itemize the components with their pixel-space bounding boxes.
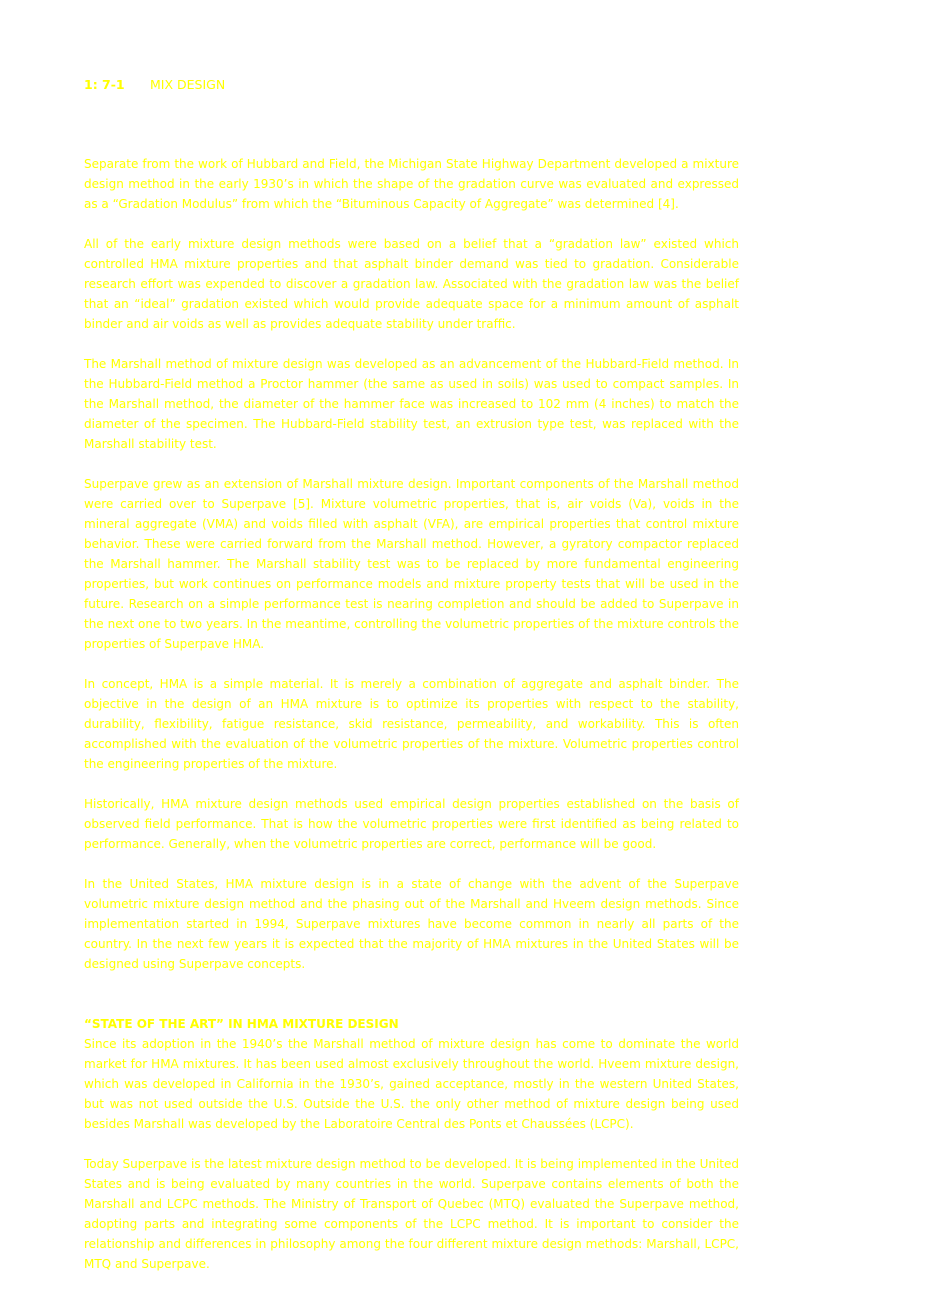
paragraph: All of the early mixture design methods were based on a belief that a “gradation law” existed which controlled HMA mixture properties and that asphalt binder demand was tied to gradation. Considerable research effort was expended to discover a gradation law. Associated with the gradation law was the belief that an “ideal” gradation existed which would provide adequate space for a minimum amount of asphalt binder and air voids as well as provides adequate stability under traffic. [84,237,739,331]
paragraph: Superpave grew as an extension of Marshall mixture design. Important components of the Marshall method were carried over to Superpave [5]. Mixture volumetric properties, that is, air voids (Va), voids in the mineral aggregate (VMA) and voids filled with asphalt (VFA), are empirical properties that control mixture behavior. These were carried forward from the Marshall method. However, a gyratory compactor replaced the Marshall hammer. The Marshall stability test was to be replaced by more fundamental engineering properties, but work continues on performance models and mixture property tests that will be used in the future. Research on a simple performance test is nearing completion and should be added to Superpave in the next one to two years. In the meantime, controlling the volumetric properties of the mixture controls the properties of Superpave HMA. [84,477,739,651]
page-header [84,76,225,94]
paragraph: The Marshall method of mixture design was developed as an advancement of the Hubbard-Field method. In the Hubbard-Field method a Proctor hammer (the same as used in soils) was used to compact samples. In the Marshall method, the diameter of the hammer face was increased to 102 mm (4 inches) to match the diameter of the specimen. The Hubbard-Field stability test, an extrusion type test, was replaced with the Marshall stability test. [84,357,739,451]
chapter-number: 1: 7-1 [84,77,125,92]
chapter-title: MIX DESIGN [149,77,226,92]
paragraph: Historically, HMA mixture design methods used empirical design properties established on the basis of observed field performance. That is how the volumetric properties were first identified as being related to performance. Generally, when the volumetric properties are correct, performance will be good. [84,797,739,851]
section-heading: “STATE OF THE ART” IN HMA MIXTURE DESIGN [84,1017,399,1031]
paragraph: In concept, HMA is a simple material. It is merely a combination of aggregate and asphalt binder. The objective in the design of an HMA mixture is to optimize its properties with respect to the stability, durability, flexibility, fatigue resistance, skid resistance, permeability, and workability. This is often accomplished with the evaluation of the volumetric properties of the mixture. Volumetric properties control the engineering properties of the mixture. [84,677,739,771]
paragraph: Separate from the work of Hubbard and Field, the Michigan State Highway Department developed a mixture design method in the early 1930’s in which the shape of the gradation curve was evaluated and expressed as a “Gradation Modulus” from which the “Bituminous Capacity of Aggregate” was determined [4]. [84,157,739,211]
document-body [84,154,739,1294]
paragraph: Since its adoption in the 1940’s the Marshall method of mixture design has come to dominate the world market for HMA mixtures. It has been used almost exclusively throughout the world. Hveem mixture design, which was developed in California in the 1930’s, gained acceptance, mostly in the western United States, but was not used outside the U.S. Outside the U.S. the only other method of mixture design being used besides Marshall was developed by the Laboratoire Central des Ponts et Chaussées (LCPC). [84,1037,739,1131]
paragraph: In the United States, HMA mixture design is in a state of change with the advent of the Superpave volumetric mixture design method and the phasing out of the Marshall and Hveem design methods. Since implementation started in 1994, Superpave mixtures have become common in nearly all parts of the country. In the next few years it is expected that the majority of HMA mixtures in the United States will be designed using Superpave concepts. [84,877,739,971]
paragraph: Today Superpave is the latest mixture design method to be developed. It is being implemented in the United States and is being evaluated by many countries in the world. Superpave contains elements of both the Marshall and LCPC methods. The Ministry of Transport of Quebec (MTQ) evaluated the Superpave method, adopting parts and integrating some components of the LCPC method. It is important to consider the relationship and differences in philosophy among the four different mixture design methods: Marshall, LCPC, MTQ and Superpave. [84,1157,739,1271]
